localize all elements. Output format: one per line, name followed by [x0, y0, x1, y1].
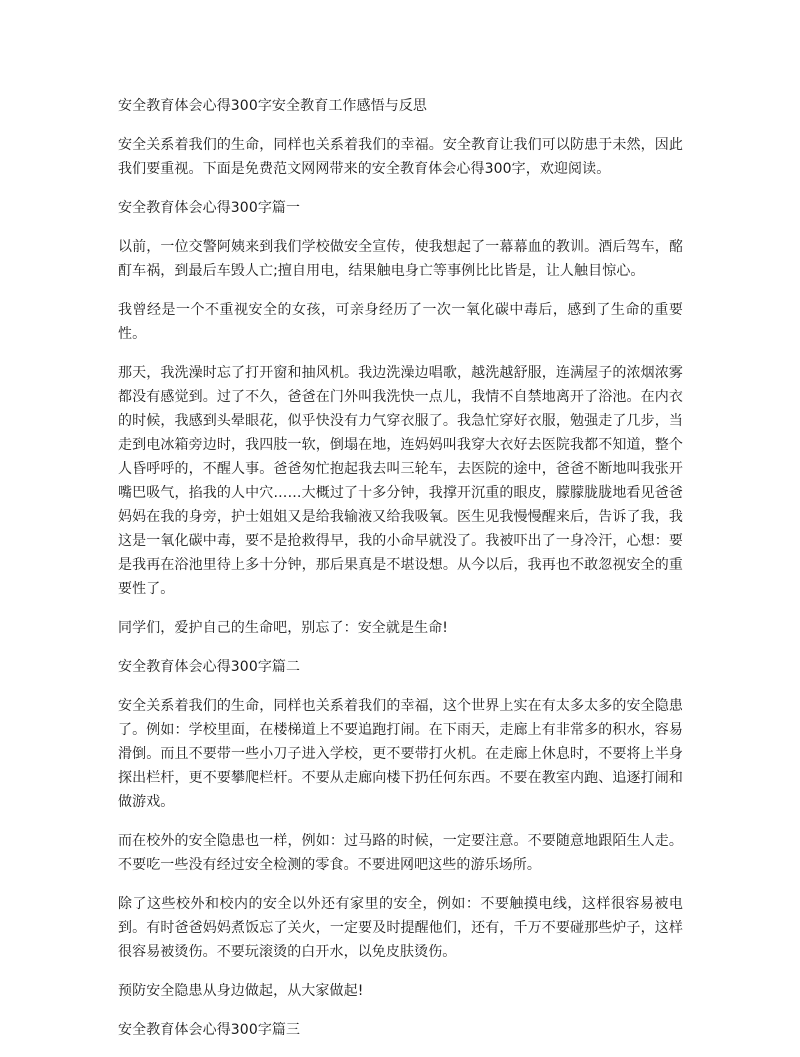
section1-paragraph: 我曾经是一个不重视安全的女孩，可亲身经历了一次一氧化碳中毒后，感到了生命的重要性。	[118, 302, 683, 342]
document-title: 安全教育体会心得300字安全教育工作感悟与反思	[118, 98, 428, 114]
section2-paragraph: 预防安全隐患从身边做起，从大家做起!	[118, 983, 364, 999]
section2-paragraph: 安全关系着我们的生命，同样也关系着我们的幸福，这个世界上实在有太多太多的安全隐患了。例如：学校里面，在楼梯道上不要追跑打闹。在下雨天，走廊上有非常多的积水，容易滑倒。而且不要带一些小刀子进入学校，更不要带打火机。在走廊上休息时，不要将上半身探出栏杆，更不要攀爬栏杆。不要从走廊向楼下扔任何东西。不要在教室内跑、追逐打闹和做游戏。	[118, 698, 683, 810]
section-heading-1: 安全教育体会心得300字篇一	[118, 200, 301, 216]
section1-paragraph: 以前，一位交警阿姨来到我们学校做安全宣传，使我想起了一幕幕血的教训。酒后驾车，酩酊车祸，到最后车毁人亡;擅自用电，结果触电身亡等事例比比皆是，让人触目惊心。	[118, 239, 683, 279]
section2-paragraph: 而在校外的安全隐患也一样，例如：过马路的时候，一定要注意。不要随意地跟陌生人走。不要吃一些没有经过安全检测的零食。不要进网吧这些的游乐场所。	[118, 833, 683, 873]
section-heading-3: 安全教育体会心得300字篇三	[118, 1022, 301, 1038]
section-heading-2: 安全教育体会心得300字篇二	[118, 659, 301, 675]
intro-paragraph: 安全关系着我们的生命，同样也关系着我们的幸福。安全教育让我们可以防患于未然，因此我们要重视。下面是免费范文网网带来的安全教育体会心得300字，欢迎阅读。	[118, 137, 683, 177]
section2-paragraph: 除了这些校外和校内的安全以外还有家里的安全，例如：不要触摸电线，这样很容易被电到。有时爸爸妈妈煮饭忘了关火，一定要及时提醒他们，还有，千万不要碰那些炉子，这样很容易被烫伤。不要玩滚烫的白开水，以免皮肤烫伤。	[118, 896, 683, 960]
section1-paragraph: 同学们，爱护自己的生命吧，别忘了：安全就是生命!	[118, 620, 449, 636]
document-body	[118, 94, 683, 1057]
section1-paragraph: 那天，我洗澡时忘了打开窗和抽风机。我边洗澡边唱歌，越洗越舒服，连满屋子的浓烟浓雾都没有感觉到。过了不久，爸爸在门外叫我洗快一点儿，我情不自禁地离开了浴池。在内衣的时候，我感到头晕眼花，似乎快没有力气穿衣服了。我急忙穿好衣服，勉强走了几步，当走到电冰箱旁边时，我四肢一软，倒塌在地，连妈妈叫我穿大衣好去医院我都不知道，整个人昏呼呼的，不醒人事。爸爸匆忙抱起我去叫三轮车，去医院的途中，爸爸不断地叫我张开嘴巴吸气，掐我的人中穴……大概过了十多分钟，我撑开沉重的眼皮，朦朦胧胧地看见爸爸妈妈在我的身旁，护士姐姐又是给我输液又给我吸氧。医生见我慢慢醒来后，告诉了我，我这是一氧化碳中毒，要不是抢救得早，我的小命早就没了。我被吓出了一身冷汗，心想：要是我再在浴池里待上多十分钟，那后果真是不堪设想。从今以后，我再也不敢忽视安全的重要性了。	[118, 365, 683, 597]
